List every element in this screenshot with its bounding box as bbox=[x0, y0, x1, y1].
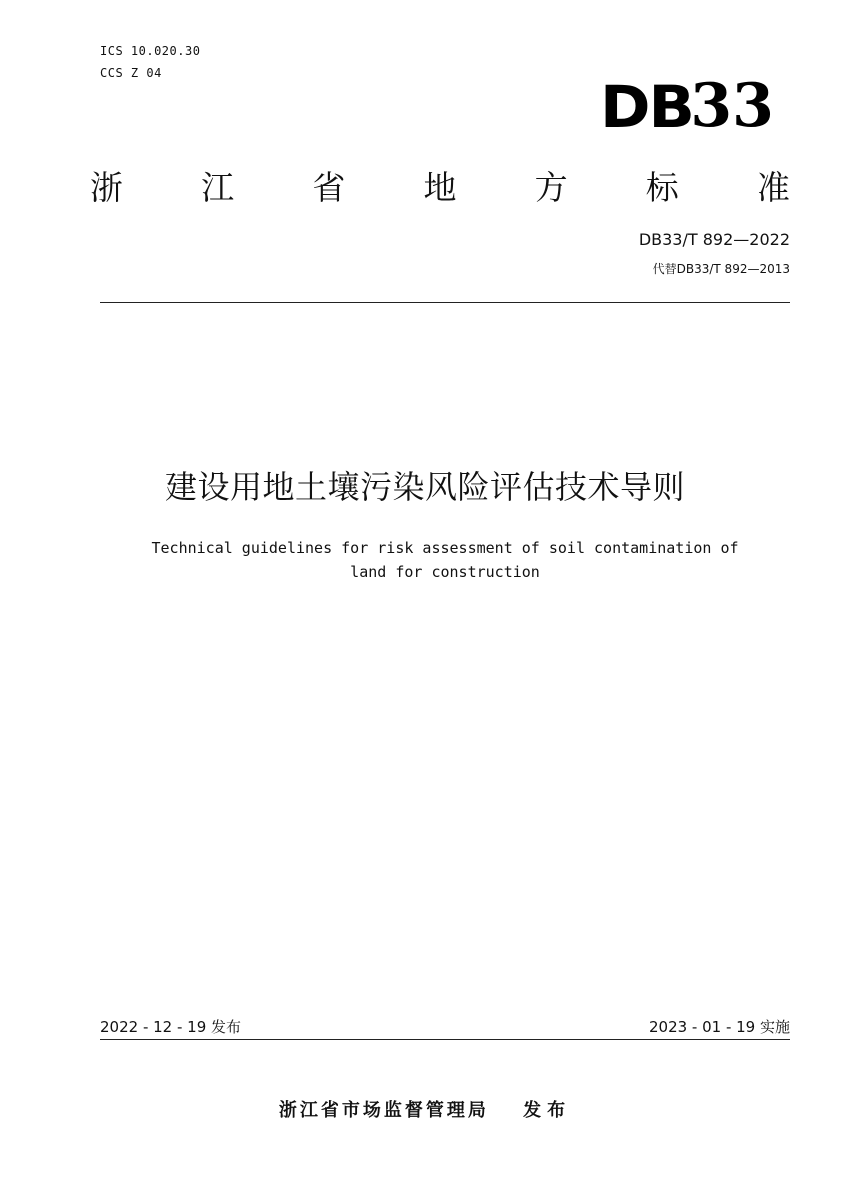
publish-date: 2022 - 12 - 19 发布 bbox=[100, 1018, 242, 1036]
logo-db-text: DB bbox=[600, 73, 693, 141]
ccs-code: CCS Z 04 bbox=[100, 66, 162, 80]
issuing-authority bbox=[0, 1096, 850, 1122]
english-title-line: land for construction bbox=[350, 563, 540, 581]
english-title-line: Technical guidelines for risk assessment of soil contamination of bbox=[151, 539, 739, 557]
classification-codes bbox=[100, 40, 200, 84]
document-title-chinese: 建设用地土壤污染风险评估技术导则 bbox=[164, 468, 685, 506]
standard-type-char: 浙 bbox=[90, 167, 123, 207]
ics-code: ICS 10.020.30 bbox=[100, 44, 201, 58]
standard-type-char: 准 bbox=[756, 167, 790, 207]
standard-type-char: 标 bbox=[645, 167, 679, 207]
standard-type-char: 江 bbox=[201, 167, 235, 207]
standard-number: DB33/T 892—2022 bbox=[638, 230, 790, 249]
standard-type-heading bbox=[90, 160, 790, 210]
top-divider bbox=[100, 302, 790, 303]
logo-number-text: 33 bbox=[690, 71, 774, 141]
replaces-standard: 代替DB33/T 892—2013 bbox=[652, 262, 790, 276]
document-title-english bbox=[100, 536, 790, 584]
db33-logo bbox=[600, 70, 790, 141]
implement-date: 2023 - 01 - 19 实施 bbox=[648, 1018, 790, 1036]
issuer-action: 发布 bbox=[523, 1100, 572, 1121]
standard-type-char: 地 bbox=[423, 167, 457, 207]
standard-type-char: 省 bbox=[312, 167, 346, 207]
standard-type-char: 方 bbox=[534, 167, 568, 207]
bottom-divider bbox=[100, 1039, 790, 1040]
issuer-organization: 浙江省市场监督管理局 bbox=[278, 1100, 489, 1121]
